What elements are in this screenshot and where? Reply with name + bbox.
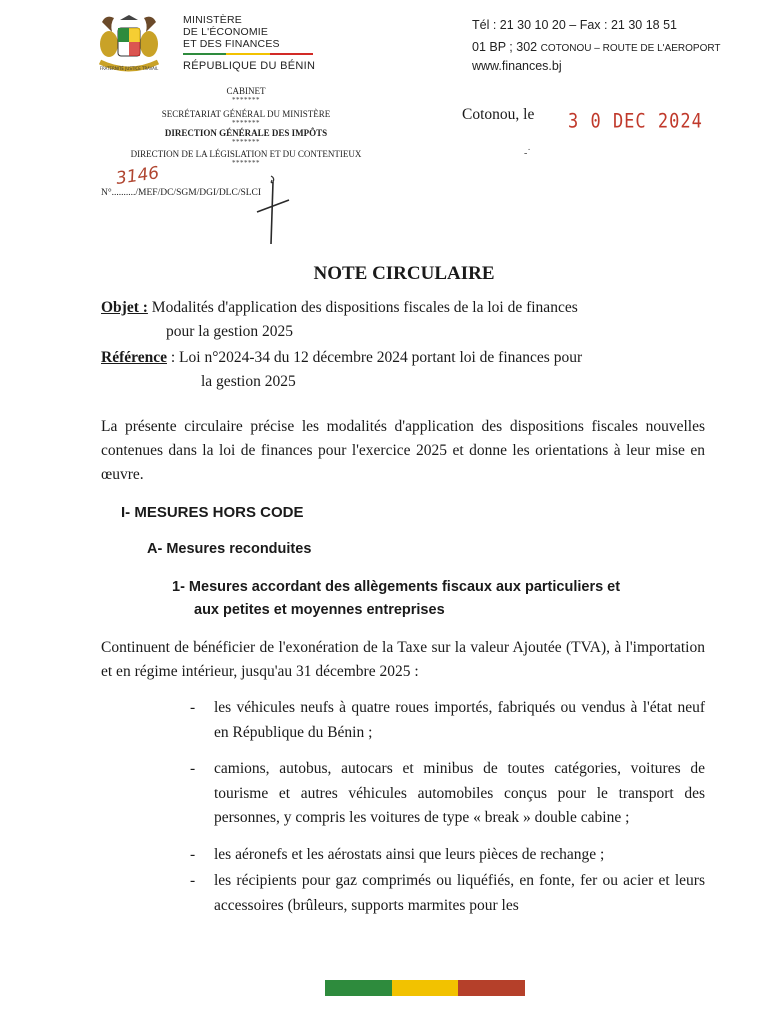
flag-yellow [392, 980, 459, 996]
list-item [190, 696, 705, 745]
reference-number [101, 188, 261, 198]
ref-prefix: N°.......... [101, 188, 136, 198]
stars-divider: ******* [232, 96, 260, 104]
exemption-paragraph: Continuent de bénéficier de l'exonération de la Taxe sur la valeur Ajoutée (TVA), à l'importation et en régime intérieur, jusqu'au 31 décembre 2025 : [101, 639, 705, 680]
hier-dlc [96, 149, 396, 166]
intro-paragraph: La présente circulaire précise les modalités d'application des dispositions fiscales nouvelles contenues dans la loi de finances pour l'exercice 2025 et donne les orientations à leur mise en œuvre. [101, 418, 705, 483]
hier-cabinet [96, 86, 396, 103]
dgi-label: DIRECTION GÉNÉRALE DES IMPÔTS [164, 128, 328, 138]
header-flag-stripe [183, 53, 313, 55]
ministry-line: MINISTÈRE [183, 14, 242, 26]
objet-label: Objet : [101, 299, 148, 316]
flag-red [270, 53, 313, 55]
list-item-text: les véhicules neufs à quatre roues importés, fabriqués ou vendus à l'état neuf en République du Bénin ; [214, 699, 705, 741]
stars-divider: ******* [232, 159, 260, 167]
heading-line1: 1- Mesures accordant des allègements fiscaux aux particuliers et [172, 579, 621, 595]
section-heading-1: I- MESURES HORS CODE [121, 504, 304, 521]
ministry-line: ET DES FINANCES [183, 38, 280, 50]
bullet-dash: - [190, 760, 196, 777]
objet-block [101, 296, 705, 344]
ref-suffix: /MEF/DC/SGM/DGI/DLC/SLCI [135, 188, 262, 198]
reference-block [101, 346, 705, 394]
date-stamp: 3 0 DEC 2024 [568, 110, 703, 133]
list-item-text: les récipients pour gaz comprimés ou liquéfiés, en fonte, fer ou acier et leurs accessoires (brûleurs, supports marmites pour les [214, 872, 705, 914]
cabinet-label: CABINET [226, 86, 266, 96]
hier-dgi [96, 128, 396, 145]
flag-green [325, 980, 392, 996]
bullet-dash: - [190, 699, 196, 716]
list-item [190, 757, 705, 831]
stars-divider: ******* [232, 138, 260, 146]
dlc-label: DIRECTION DE LA LÉGISLATION ET DU CONTENTIEUX [130, 149, 362, 159]
reference-label: Référence [101, 349, 167, 366]
website: www.finances.bj [472, 59, 562, 73]
stars-divider: ******* [232, 119, 260, 127]
list-item [190, 869, 705, 918]
phone-fax: Tél : 21 30 10 20 – Fax : 21 30 18 51 [472, 18, 678, 32]
exemption-list [190, 696, 705, 918]
logo-motto: FRATERNITÉ JUSTICE TRAVAIL [99, 66, 159, 71]
reference-text-line2: la gestion 2025 [201, 373, 296, 390]
secretariat-label: SECRÉTARIAT GÉNÉRAL DU MINISTÈRE [161, 109, 331, 119]
ministry-line: DE L'ÉCONOMIE [183, 26, 269, 38]
address-box: 01 BP ; 302 [472, 40, 538, 54]
address-place: COTONOU – ROUTE DE L'AEROPORT [540, 43, 721, 54]
coat-of-arms-logo [94, 14, 164, 78]
flag-red [458, 980, 525, 996]
list-item-text: camions, autobus, autocars et minibus de toutes catégories, voitures de tourisme et autres véhicules automobiles conçus pour le transport des personnes, y compris les voitures de type « break » double cabine ; [214, 760, 705, 826]
bullet-dash: - [190, 872, 196, 889]
bullet-dash: - [190, 845, 196, 863]
handwritten-initials-mark [255, 172, 295, 248]
document-title: NOTE CIRCULAIRE [313, 263, 495, 284]
objet-text-line1: Modalités d'application des dispositions fiscales de la loi de finances [151, 299, 578, 316]
heading-line2: aux petites et moyennes entreprises [194, 602, 445, 618]
city-dateline: Cotonou, le [462, 106, 535, 123]
list-item [190, 843, 705, 868]
handwritten-reference-number: 3146 [114, 163, 161, 189]
scan-mark: -˙ [524, 148, 531, 159]
hier-secretariat [96, 109, 396, 126]
section-heading-1a: A- Mesures reconduites [147, 541, 312, 557]
section-heading-1a1 [172, 576, 705, 622]
objet-text-line2: pour la gestion 2025 [166, 323, 293, 340]
footer-flag-stripe [325, 980, 525, 996]
republic-name: RÉPUBLIQUE DU BÉNIN [183, 60, 316, 72]
ministry-name [183, 14, 280, 50]
postal-address [472, 40, 721, 54]
flag-green [183, 53, 226, 55]
flag-yellow [226, 53, 269, 55]
reference-text-line1: : Loi n°2024-34 du 12 décembre 2024 portant loi de finances pour [170, 349, 583, 366]
list-item-text: les aéronefs et les aérostats ainsi que leurs pièces de rechange ; [214, 845, 605, 863]
